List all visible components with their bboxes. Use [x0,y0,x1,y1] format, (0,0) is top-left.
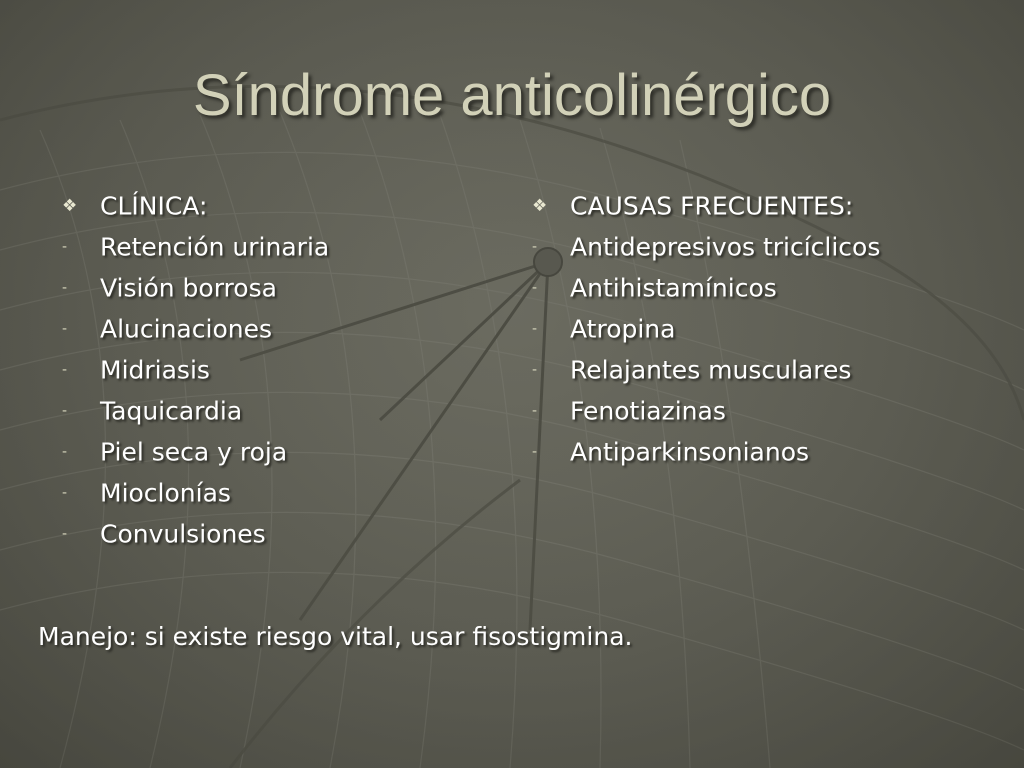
dash-bullet-icon: - [532,361,538,378]
list-item: - Antidepresivos tricíclicos [532,225,972,266]
dash-bullet-icon: - [62,443,68,460]
causas-list [532,184,972,471]
clinica-heading [62,184,482,225]
causas-heading-label: CAUSAS FRECUENTES: [570,191,854,221]
clinica-heading-label: CLÍNICA: [100,191,208,221]
list-item: - Antiparkinsonianos [532,430,972,471]
dash-bullet-icon: - [62,402,68,419]
dash-bullet-icon: - [62,279,68,296]
dash-bullet-icon: - [62,484,68,501]
dash-bullet-icon: - [532,279,538,296]
causas-heading [532,184,972,225]
dash-bullet-icon: - [62,238,68,255]
slide-title: Síndrome anticolinérgico [192,63,832,128]
dash-bullet-icon: - [532,320,538,337]
list-item: - Mioclonías [62,471,482,512]
list-item: - Fenotiazinas [532,389,972,430]
list-item: - Relajantes musculares [532,348,972,389]
diamond-bullet-icon: ❖ [62,195,78,216]
dash-bullet-icon: - [532,238,538,255]
dash-bullet-icon: - [62,320,68,337]
list-item: - Piel seca y roja [62,430,482,471]
dash-bullet-icon: - [532,402,538,419]
list-item: - Midriasis [62,348,482,389]
list-item: - Visión borrosa [62,266,482,307]
dash-bullet-icon: - [532,443,538,460]
list-item: - Retención urinaria [62,225,482,266]
clinica-list [62,184,482,553]
list-item: - Antihistamínicos [532,266,972,307]
list-item: - Convulsiones [62,512,482,553]
diamond-bullet-icon: ❖ [532,195,548,216]
dash-bullet-icon: - [62,361,68,378]
management-note: Manejo: si existe riesgo vital, usar fisostigmina. [38,622,633,651]
list-item: - Alucinaciones [62,307,482,348]
list-item: - Taquicardia [62,389,482,430]
dash-bullet-icon: - [62,525,68,542]
list-item: - Atropina [532,307,972,348]
